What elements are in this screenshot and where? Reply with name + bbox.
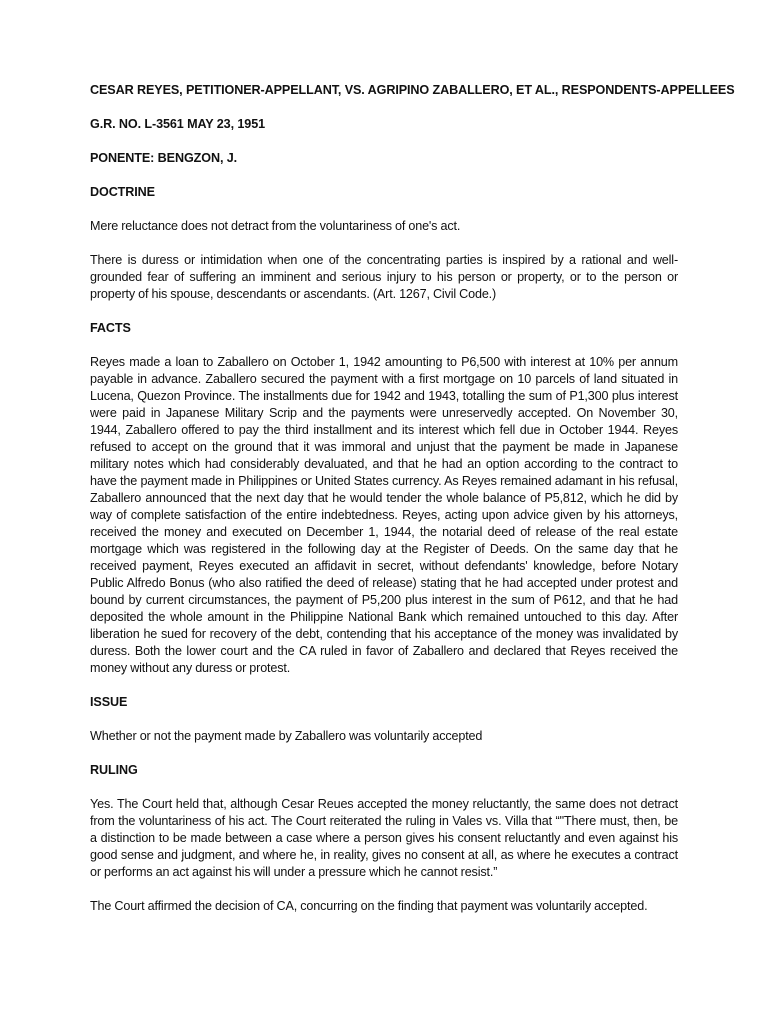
ponente: PONENTE: BENGZON, J. <box>90 151 238 165</box>
ruling-paragraph-1: Yes. The Court held that, although Cesar Reues accepted the money reluctantly, the same does not detract from the voluntariness of his act. The Court reiterated the ruling in Vales vs. Villa that “"There must, then, be a distinction to be made between a case where a person gives his consent reluctantly and even against his good sense and judgment, and where he, in reality, gives no consent at all, as where he executes a contract or performs an act against his will under a pressure which he cannot resist.” <box>90 797 678 879</box>
doctrine-heading: DOCTRINE <box>90 185 155 199</box>
doctrine-paragraph-1: Mere reluctance does not detract from the voluntariness of one's act. <box>90 219 461 233</box>
facts-heading: FACTS <box>90 321 131 335</box>
doctrine-paragraph-2: There is duress or intimidation when one of the concentrating parties is inspired by a rational and well-grounded fear of suffering an imminent and serious injury to his person or property, or to the person or property of his spouse, descendants or ascendants. (Art. 1267, Civil Code.) <box>90 253 678 301</box>
facts-paragraph: Reyes made a loan to Zaballero on October 1, 1942 amounting to P6,500 with interest at 10% per annum payable in advance. Zaballero secured the payment with a first mortgage on 10 parcels of land situated in Lucena, Quezon Province. The installments due for 1942 and 1943, totalling the sum of P1,300 plus interest were paid in Japanese Military Scrip and the payments were unreservedly accepted. On November 30, 1944, Zaballero offered to pay the third installment and its interest which fell due in October 1944. Reyes refused to accept on the ground that it was immoral and unjust that the payment be made in Japanese military notes which had considerably devaluated, and that he had an option according to the contract to have the payment made in Philippines or United States currency. As Reyes remained adamant in his refusal, Zaballero announced that the next day that he would tender the whole balance of P5,812, which he did by way of complete satisfaction of the entire indebtedness. Reyes, acting upon advice given by his attorneys, received the money and executed on December 1, 1944, the notarial deed of release of the real estate mortgage which was registered in the following day at the Register of Deeds. On the same day that he received payment, Reyes executed an affidavit in secret, without defendants' knowledge, before Notary Public Alfredo Bonus (who also ratified the deed of release) stating that he had accepted under protest and bound by current circumstances, the payment of P5,200 plus interest in the sum of P612, and that he had deposited the whole amount in the Philippine National Bank which remained untouched to this day. After liberation he sued for recovery of the debt, contending that his acceptance of the money was invalidated by duress. Both the lower court and the CA ruled in favor of Zaballero and declared that Reyes received the money without any duress or protest. <box>90 355 678 675</box>
ruling-heading: RULING <box>90 763 138 777</box>
issue-heading: ISSUE <box>90 695 128 709</box>
document-page <box>90 82 735 915</box>
case-title: CESAR REYES, PETITIONER-APPELLANT, VS. AGRIPINO ZABALLERO, ET AL., RESPONDENTS-APPELLEES <box>90 83 735 97</box>
gr-number: G.R. NO. L-3561 MAY 23, 1951 <box>90 117 266 131</box>
issue-paragraph: Whether or not the payment made by Zaballero was voluntarily accepted <box>90 729 483 743</box>
ruling-paragraph-2: The Court affirmed the decision of CA, concurring on the finding that payment was voluntarily accepted. <box>90 899 648 913</box>
